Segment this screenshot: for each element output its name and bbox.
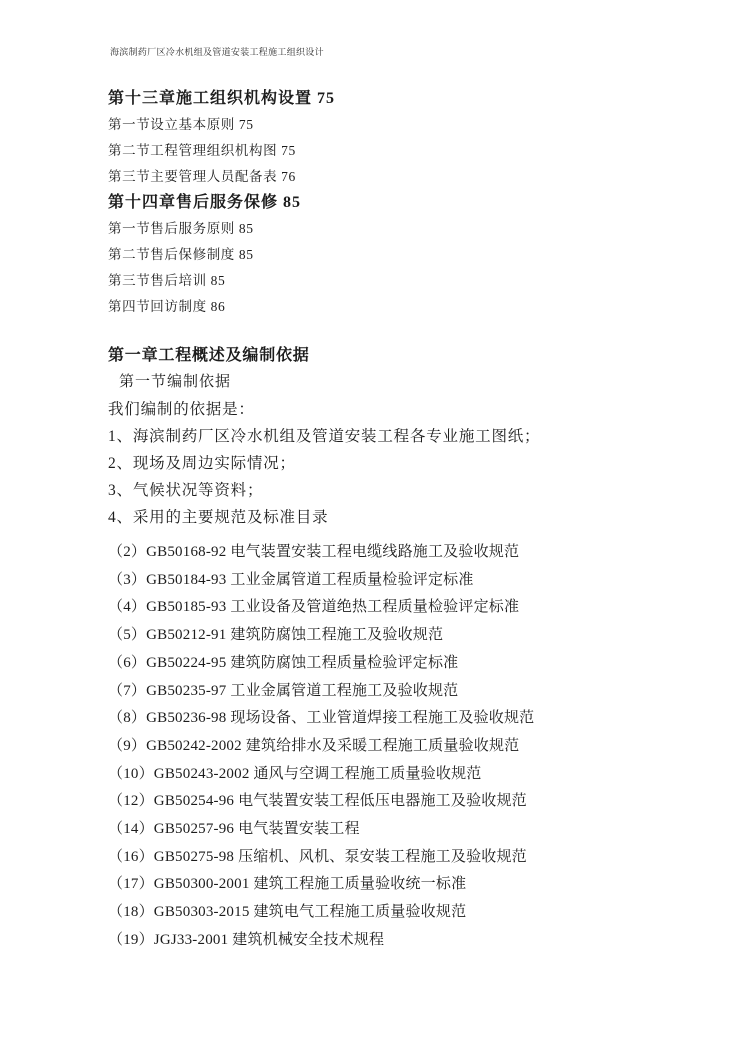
intro-line: 我们编制的依据是：	[108, 401, 255, 418]
standard-item: （8）GB50236-98 现场设备、工业管道焊接工程施工及验收规范	[108, 710, 535, 727]
standard-item: （12）GB50254-96 电气装置安装工程低压电器施工及验收规范	[108, 793, 527, 810]
standard-item: （16）GB50275-98 压缩机、风机、泵安装工程施工及验收规范	[108, 848, 527, 865]
standard-item: （9）GB50242-2002 建筑给排水及采暖工程施工质量验收规范	[108, 737, 520, 754]
chapter-heading: 第一章工程概述及编制依据	[108, 347, 310, 364]
standard-item: （3）GB50184-93 工业金属管道工程质量检验评定标准	[108, 571, 474, 588]
toc-entry: 第四节回访制度 86	[108, 299, 226, 314]
standard-item: （6）GB50224-95 建筑防腐蚀工程质量检验评定标准	[108, 654, 459, 671]
document-content	[108, 86, 668, 955]
toc-entry-chapter-14: 第十四章售后服务保修 85	[108, 194, 302, 211]
page-header-title: 海滨制药厂区冷水机组及管道安装工程施工组织设计	[110, 47, 324, 57]
standard-item: （10）GB50243-2002 通风与空调工程施工质量验收规范	[108, 765, 482, 782]
standard-item: （17）GB50300-2001 建筑工程施工质量验收统一标准	[108, 876, 467, 893]
standard-item: （5）GB50212-91 建筑防腐蚀工程施工及验收规范	[108, 627, 444, 644]
toc-entry-chapter-13: 第十三章施工组织机构设置 75	[108, 90, 336, 107]
toc-entry: 第三节售后培训 85	[108, 273, 226, 288]
basis-item: 2、现场及周边实际情况；	[108, 455, 296, 472]
toc-entry: 第一节设立基本原则 75	[108, 117, 254, 132]
toc-entry: 第三节主要管理人员配备表 76	[108, 169, 296, 184]
toc-entry: 第一节售后服务原则 85	[108, 221, 254, 236]
standard-item: （2）GB50168-92 电气装置安装工程电缆线路施工及验收规范	[108, 544, 520, 560]
basis-item: 4、采用的主要规范及标准目录	[108, 509, 329, 526]
standard-item: （18）GB50303-2015 建筑电气工程施工质量验收规范	[108, 904, 467, 921]
standard-item: （4）GB50185-93 工业设备及管道绝热工程质量检验评定标准	[108, 599, 520, 616]
section-heading: 第一节编制依据	[119, 374, 232, 390]
standards-list	[108, 539, 668, 955]
standard-item: （7）GB50235-97 工业金属管道工程施工及验收规范	[108, 682, 459, 699]
basis-item: 1、海滨制药厂区冷水机组及管道安装工程各专业施工图纸；	[108, 428, 541, 445]
toc-entry: 第二节售后保修制度 85	[108, 247, 254, 262]
basis-item: 3、气候状况等资料；	[108, 482, 264, 499]
standard-item: （14）GB50257-96 电气装置安装工程	[108, 821, 360, 838]
standard-item: （19）JGJ33-2001 建筑机械安全技术规程	[108, 931, 385, 948]
toc-entry: 第二节工程管理组织机构图 75	[108, 143, 296, 158]
